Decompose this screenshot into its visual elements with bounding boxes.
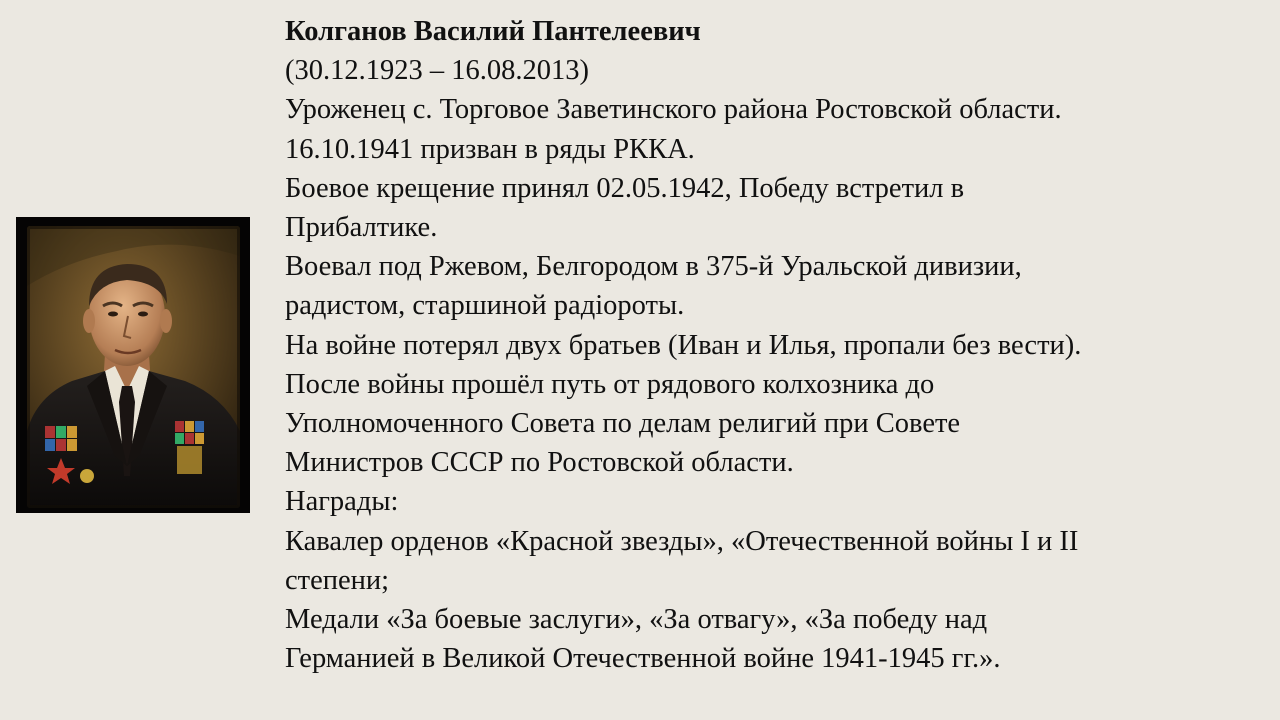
biography-text: [285, 12, 1245, 678]
conscription: 16.10.1941 призван в ряды РККА.: [285, 133, 695, 165]
medals-line-1: Медали «За боевые заслуги», «За отвагу», «За победу над: [285, 604, 988, 636]
portrait-image: [27, 226, 240, 508]
portrait-photo: [16, 217, 250, 513]
orders-line-2: степени;: [285, 564, 390, 596]
first-battle-line-2: Прибалтике.: [285, 212, 438, 244]
postwar-line-1: После войны прошёл путь от рядового колхозника до: [285, 368, 935, 400]
service-line-1: Воевал под Ржевом, Белгородом в 375-й Уральской дивизии,: [285, 251, 1022, 283]
birthplace: Уроженец с. Торговое Заветинского района Ростовской области.: [285, 94, 1062, 126]
orders-line-1: Кавалер орденов «Красной звезды», «Отечественной войны I и II: [285, 525, 1079, 557]
first-battle-line-1: Боевое крещение принял 02.05.1942, Победу встретил в: [285, 172, 965, 204]
life-dates: (30.12.1923 – 16.08.2013): [285, 55, 589, 87]
service-line-2: радистом, старшиной радioроты.: [285, 290, 685, 322]
brothers-lost: На войне потерял двух братьев (Иван и Илья, пропали без вести).: [285, 329, 1082, 361]
postwar-line-2: Уполномоченного Совета по делам религий при Совете: [285, 408, 961, 440]
postwar-line-3: Министров СССР по Ростовской области.: [285, 447, 794, 479]
person-name: Колганов Василий Пантелеевич: [285, 16, 701, 47]
awards-heading: Награды:: [285, 486, 399, 518]
medals-line-2: Германией в Великой Отечественной войне 1941-1945 гг.».: [285, 643, 1001, 675]
